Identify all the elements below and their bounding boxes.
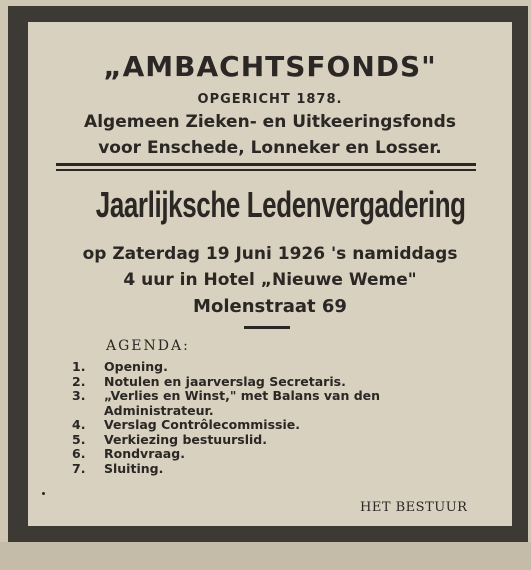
agenda-item — [72, 433, 482, 448]
divider-rule-bottom — [56, 169, 476, 171]
agenda-item — [72, 375, 482, 390]
agenda-item — [72, 389, 482, 418]
agenda-item-text: Sluiting. — [104, 460, 164, 476]
agenda-item-number: 1. — [72, 359, 86, 374]
agenda-item — [72, 418, 482, 433]
agenda-list — [72, 360, 482, 476]
divider-rule-top — [56, 163, 476, 166]
agenda-item — [72, 447, 482, 462]
agenda-item-number: 4. — [72, 417, 86, 432]
organization-name: „AMBACHTSFONDS" — [103, 50, 437, 83]
agenda-item-number: 7. — [72, 460, 86, 476]
agenda-item-text: „Verlies en Winst," met Balans van den Administrateur. — [104, 388, 381, 418]
agenda-item — [72, 360, 482, 375]
agenda-item-text: Verslag Contrôlecommissie. — [104, 417, 300, 432]
agenda-item-number: 2. — [72, 373, 86, 389]
agenda-item-number: 5. — [72, 431, 86, 447]
adjacent-column-bleed — [0, 542, 531, 570]
agenda-item-text: Opening. — [104, 359, 168, 374]
agenda-item — [72, 462, 482, 477]
agenda-item-text: Rondvraag. — [104, 446, 185, 461]
meeting-title: Jaarlijksche Ledenvergadering — [95, 184, 466, 225]
print-speck — [42, 492, 45, 495]
subtitle-line-1: Algemeen Zieken- en Uitkeeringsfonds — [84, 112, 456, 132]
agenda-item-number: 6. — [72, 446, 86, 461]
founded-line: OPGERICHT 1878. — [197, 92, 343, 107]
date-line: op Zaterdag 19 Juni 1926 's namiddags — [82, 244, 458, 264]
agenda-item-text: Verkiezing bestuurslid. — [104, 431, 267, 447]
time-place-line: 4 uur in Hotel „Nieuwe Weme" — [123, 270, 417, 290]
address-line: Molenstraat 69 — [193, 296, 347, 317]
short-divider — [244, 326, 290, 329]
agenda-item-number: 3. — [72, 388, 86, 403]
signature: HET BESTUUR — [360, 500, 468, 515]
subtitle-line-2: voor Enschede, Lonneker en Losser. — [98, 138, 442, 158]
agenda-heading: AGENDA: — [106, 338, 190, 354]
agenda-item-text: Notulen en jaarverslag Secretaris. — [104, 373, 346, 389]
